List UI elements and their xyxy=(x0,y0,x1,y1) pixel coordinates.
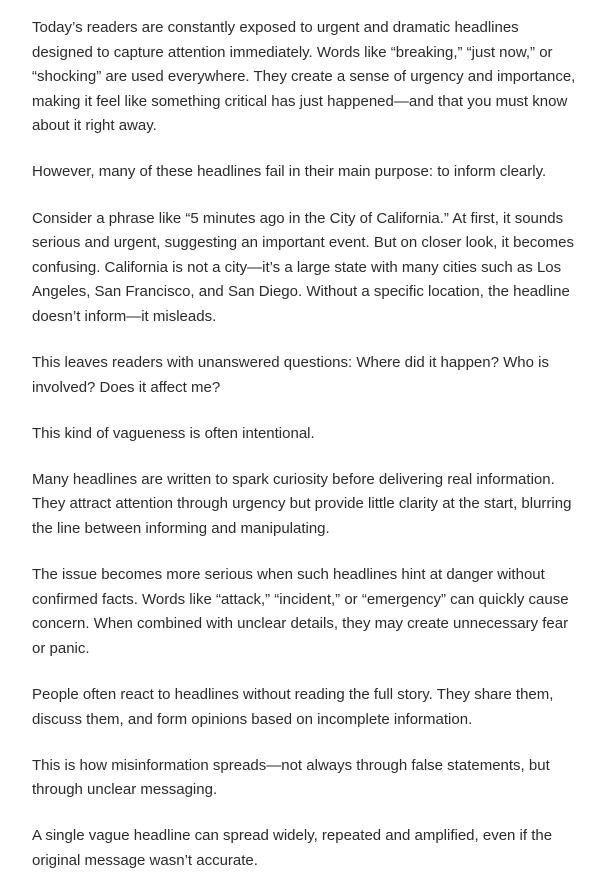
paragraph-2: However, many of these headlines fail in their main purpose: to inform clearly. xyxy=(32,163,547,181)
paragraph-9: This is how misinformation spreads—not always through false statements, but through unclear messaging. xyxy=(32,756,550,799)
paragraph-10: A single vague headline can spread widely, repeated and amplified, even if the original message wasn’t accurate. xyxy=(32,827,553,869)
paragraph-8: People often react to headlines without reading the full story. They share them, discuss them, and form opinions based on incomplete information. xyxy=(32,685,554,728)
paragraph-1: Today’s readers are constantly exposed to urgent and dramatic headlines designed to capture attention immediately. Words like “breaking,” “just now,” or “shocking” are used everywhere. They create a sense of urgency and importance, making it feel like something critical has just happened—and that you must know about it right away. xyxy=(32,19,576,135)
paragraph-3: Consider a phrase like “5 minutes ago in the City of California.” At first, it sounds serious and urgent, suggesting an important event. But on closer look, it becomes confusing. California is not a city—it’s a large state with many cities such as Los Angeles, San Francisco, and San Diego. Without a specific location, the headline doesn’t inform—it misleads. xyxy=(32,209,574,325)
paragraph-4: This leaves readers with unanswered questions: Where did it happen? Who is involved? Does it affect me? xyxy=(32,354,549,396)
paragraph-7: The issue becomes more serious when such headlines hint at danger without confirmed facts. Words like “attack,” “incident,” or “emergency” can quickly cause concern. When combined with unclear details, they may create unnecessary fear or panic. xyxy=(32,566,569,657)
paragraph-5: This kind of vagueness is often intentional. xyxy=(32,424,315,442)
paragraph-6: Many headlines are written to spark curiosity before delivering real information. They attract attention through urgency but provide little clarity at the start, blurring the line between informing and manipulating. xyxy=(32,470,572,537)
